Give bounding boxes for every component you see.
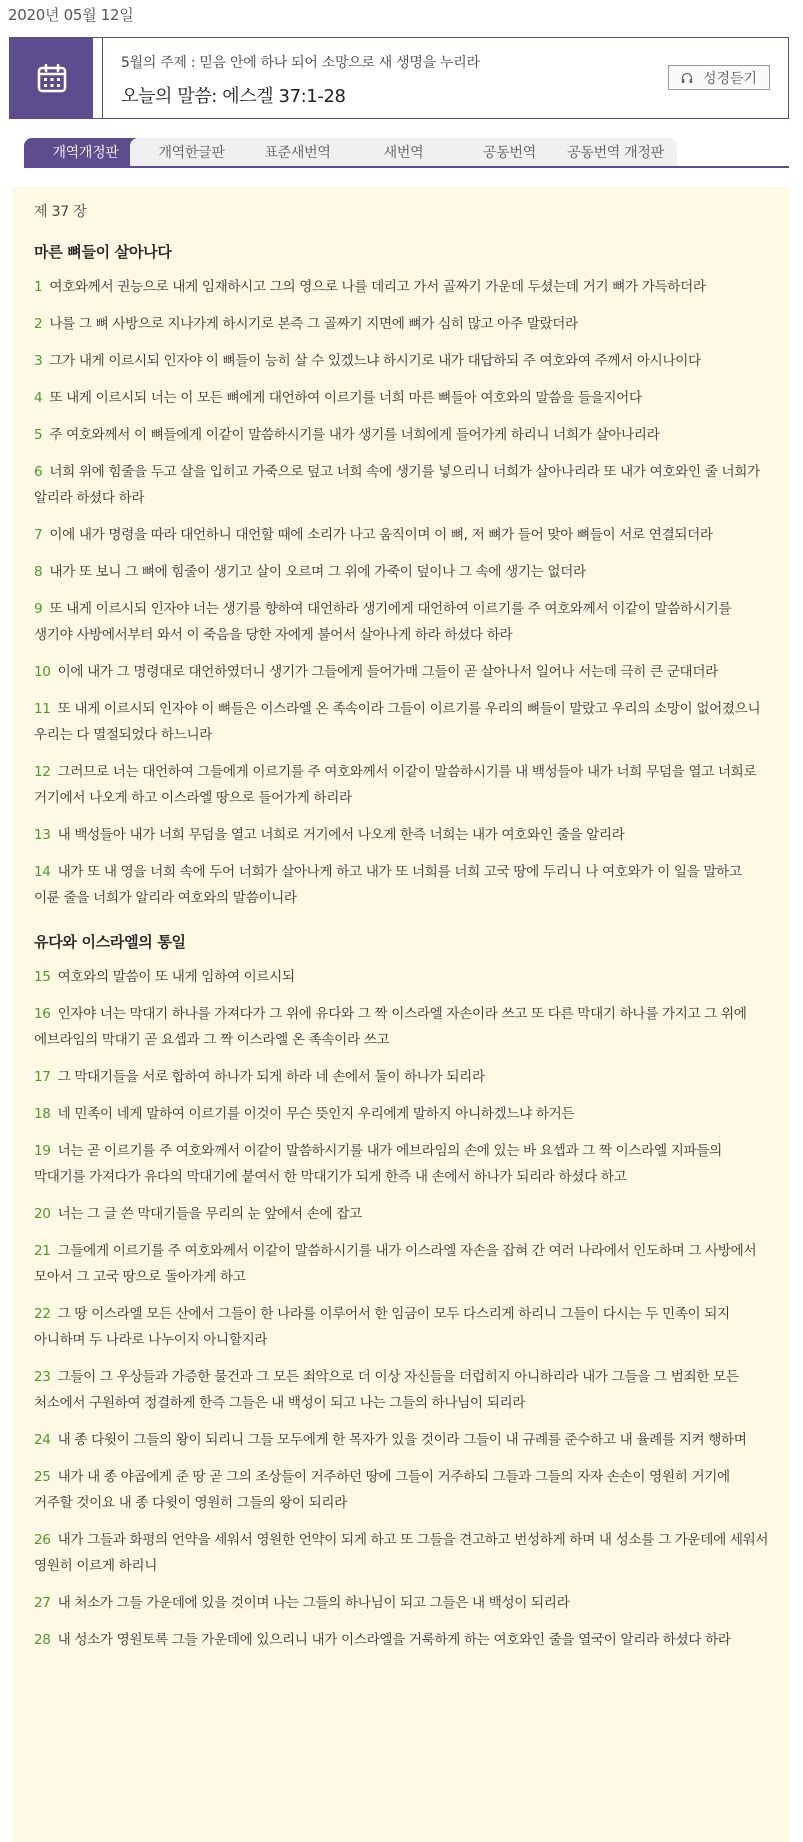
verse-row <box>34 1138 769 1190</box>
scripture-content <box>12 187 789 1842</box>
verse-number: 6 <box>34 464 43 480</box>
verse-number: 16 <box>34 1006 51 1022</box>
verse-row <box>34 522 769 548</box>
verse-row <box>34 822 769 848</box>
verse-row <box>34 1627 769 1653</box>
verse-text: 내 처소가 그들 가운데에 있을 것이며 나는 그들의 하나님이 되고 그들은 내 백성이 되리라 <box>57 1595 570 1611</box>
translation-tabs <box>24 138 789 168</box>
verse-number: 24 <box>34 1432 51 1448</box>
verse-number: 14 <box>34 864 51 880</box>
verse-text: 내 성소가 영원토록 그들 가운데에 있으리니 내가 이스라엘을 거룩하게 하는 여호와인 줄을 열국이 알리라 하셨다 하라 <box>57 1632 731 1648</box>
verse-row <box>34 1201 769 1227</box>
tab-pyojun-saebeonyeok[interactable]: 표준새번역 <box>236 138 359 166</box>
verse-row <box>34 385 769 411</box>
verse-text: 내 백성들아 내가 너희 무덤을 열고 너희로 거기에서 나오게 한즉 너희는 내가 여호와인 줄을 알리라 <box>57 827 625 843</box>
verse-number: 9 <box>34 601 43 617</box>
verse-row <box>34 422 769 448</box>
verse-text: 여호와의 말씀이 또 내게 임하여 이르시되 <box>57 969 295 985</box>
verse-number: 21 <box>34 1243 51 1259</box>
verse-text: 또 내게 이르시되 인자야 이 뼈들은 이스라엘 온 족속이라 그들이 이르기를 우리의 뼈들이 말랐고 우리의 소망이 없어졌으니 우리는 다 멸절되었다 하느니라 <box>34 701 761 743</box>
verse-text: 내가 내 종 야곱에게 준 땅 곧 그의 조상들이 거주하던 땅에 그들이 거주하되 그들과 그들의 자자 손손이 영원히 거기에 거주할 것이요 내 종 다윗이 영원히 그들의 왕이 되리라 <box>34 1469 730 1511</box>
verse-text: 또 내게 이르시되 너는 이 모든 뼈에게 대언하여 이르기를 너희 마른 뼈들아 여호와의 말씀을 들을지어다 <box>49 390 642 406</box>
verse-text: 이에 내가 명령을 따라 대언하니 대언할 때에 소리가 나고 움직이며 이 뼈, 저 뼈가 들어 맞아 뼈들이 서로 연결되더라 <box>49 527 713 543</box>
section-title: 유다와 이스라엘의 통일 <box>34 933 186 951</box>
verse-number: 10 <box>34 664 51 680</box>
verse-row <box>34 659 769 685</box>
verse-row <box>34 311 769 337</box>
tab-gaeyeok-hangeul[interactable]: 개역한글판 <box>130 138 253 166</box>
verse-text: 그들에게 이르기를 주 여호와께서 이같이 말씀하시기를 내가 이스라엘 자손을 잡혀 간 여러 나라에서 인도하며 그 사방에서 모아서 그 고국 땅으로 돌아가게 하고 <box>34 1243 757 1285</box>
verse-number: 12 <box>34 764 51 780</box>
verse-list <box>34 274 769 911</box>
verse-number: 15 <box>34 969 51 985</box>
verse-number: 27 <box>34 1595 51 1611</box>
listen-bible-button[interactable] <box>668 65 770 90</box>
verse-text: 그 땅 이스라엘 모든 산에서 그들이 한 나라를 이루어서 한 임금이 모두 다스리게 하리니 그들이 다시는 두 민족이 되지 아니하며 두 나라로 나누이지 아니할지라 <box>34 1306 730 1348</box>
verse-text: 너희 위에 힘줄을 두고 살을 입히고 가죽으로 덮고 너희 속에 생기를 넣으리니 너희가 살아나리라 또 내가 여호와인 줄 너희가 알리라 하셨다 하라 <box>34 464 760 506</box>
verse-number: 5 <box>34 427 43 443</box>
verse-text: 그가 내게 이르시되 인자야 이 뼈들이 능히 살 수 있겠느냐 하시기로 내가 대답하되 주 여호와여 주께서 아시나이다 <box>49 353 701 369</box>
verse-text: 이에 내가 그 명령대로 대언하였더니 생기가 그들에게 들어가매 그들이 곧 살아나서 일어나 서는데 극히 큰 군대더라 <box>57 664 718 680</box>
verse-text: 그 막대기들을 서로 합하여 하나가 되게 하라 네 손에서 둘이 하나가 되리라 <box>57 1069 485 1085</box>
verse-row <box>34 1064 769 1090</box>
verse-row <box>34 596 769 648</box>
verse-text: 내가 또 내 영을 너희 속에 두어 너희가 살아나게 하고 내가 또 너희를 너희 고국 땅에 두리니 나 여호와가 이 일을 말하고 이룬 줄을 너희가 알리라 여호와의 말씀이니라 <box>34 864 742 906</box>
verse-text: 그들이 그 우상들과 가증한 물건과 그 모든 죄악으로 더 이상 자신들을 더럽히지 아니하리라 내가 그들을 그 범죄한 모든 처소에서 구원하여 정결하게 한즉 그들은 내 백성이 되고 나는 그들의 하나님이 되리라 <box>34 1369 739 1411</box>
verse-text: 또 내게 이르시되 인자야 너는 생기를 향하여 대언하라 생기에게 대언하여 이르기를 주 여호와께서 이같이 말씀하시기를 생기야 사방에서부터 와서 이 죽음을 당한 자에게 불어서 살아나게 하라 하셨다 하라 <box>34 601 732 643</box>
verse-number: 11 <box>34 701 51 717</box>
calendar-icon-box <box>10 38 93 118</box>
verse-number: 2 <box>34 316 43 332</box>
verse-row <box>34 759 769 811</box>
verse-text: 너는 곧 이르기를 주 여호와께서 이같이 말씀하시기를 내가 에브라임의 손에 있는 바 요셉과 그 짝 이스라엘 지파들의 막대기를 가져다가 유다의 막대기에 붙여서 한 막대기가 되게 한즉 내 손에서 하나가 되리라 하셨다 하고 <box>34 1143 722 1185</box>
verse-row <box>34 696 769 748</box>
verse-row <box>34 559 769 585</box>
verse-row <box>34 1238 769 1290</box>
verse-row <box>34 1527 769 1579</box>
verse-row <box>34 1101 769 1127</box>
section-title: 마른 뼈들이 살아나다 <box>34 243 172 261</box>
verse-row <box>34 459 769 511</box>
verse-row <box>34 1001 769 1053</box>
page-date: 2020년 05월 12일 <box>8 6 134 24</box>
verse-text: 너는 그 글 쓴 막대기들을 무리의 눈 앞에서 손에 잡고 <box>57 1206 362 1222</box>
listen-bible-label: 성경듣기 <box>702 70 758 87</box>
verse-row <box>34 1427 769 1453</box>
verse-row <box>34 1301 769 1353</box>
monthly-theme: 5월의 주제 : 믿음 안에 하나 되어 소망으로 새 생명을 누리라 <box>121 55 480 71</box>
today-scripture-title: 오늘의 말씀: 에스겔 37:1-28 <box>121 86 346 107</box>
verse-row <box>34 1464 769 1516</box>
verse-text: 인자야 너는 막대기 하나를 가져다가 그 위에 유다와 그 짝 이스라엘 자손이라 쓰고 또 다른 막대기 하나를 가지고 그 위에 에브라임의 막대기 곧 요셉과 그 짝 이스라엘 온 족속이라 쓰고 <box>34 1006 747 1048</box>
verse-list <box>34 964 769 1653</box>
verse-number: 28 <box>34 1632 51 1648</box>
verse-row <box>34 1590 769 1616</box>
verse-number: 23 <box>34 1369 51 1385</box>
verse-row <box>34 348 769 374</box>
tab-gongdong-gaejeong[interactable]: 공동번역 개정판 <box>554 138 677 166</box>
verse-text: 나를 그 뼈 사방으로 지나가게 하시기로 본즉 그 골짜기 지면에 뼈가 심히 많고 아주 말랐더라 <box>49 316 578 332</box>
verse-number: 22 <box>34 1306 51 1322</box>
tab-gongdong[interactable]: 공동번역 <box>448 138 571 166</box>
verse-text: 내가 그들과 화평의 언약을 세워서 영원한 언약이 되게 하고 또 그들을 견고하고 번성하게 하며 내 성소를 그 가운데에 세워서 영원히 이르게 하리니 <box>34 1532 769 1574</box>
verse-number: 17 <box>34 1069 51 1085</box>
verse-row <box>34 1364 769 1416</box>
verse-number: 26 <box>34 1532 51 1548</box>
verse-text: 여호와께서 권능으로 내게 임재하시고 그의 영으로 나를 데리고 가서 골짜기 가운데 두셨는데 거기 뼈가 가득하더라 <box>49 279 706 295</box>
calendar-icon <box>37 63 67 93</box>
verse-text: 주 여호와께서 이 뼈들에게 이같이 말씀하시기를 내가 생기를 너희에게 들어가게 하리니 너희가 살아나리라 <box>49 427 660 443</box>
verse-text: 내가 또 보니 그 뼈에 힘줄이 생기고 살이 오르며 그 위에 가죽이 덮이나 그 속에 생기는 없더라 <box>49 564 586 580</box>
verse-number: 25 <box>34 1469 51 1485</box>
verse-number: 20 <box>34 1206 51 1222</box>
verse-text: 네 민족이 네게 말하여 이르기를 이것이 무슨 뜻인지 우리에게 말하지 아니하겠느냐 하거든 <box>57 1106 575 1122</box>
verse-number: 1 <box>34 279 43 295</box>
daily-reading-header <box>9 37 789 119</box>
verse-number: 4 <box>34 390 43 406</box>
tab-saebeonyeok[interactable]: 새번역 <box>342 138 465 166</box>
verse-row <box>34 859 769 911</box>
verse-text: 그러므로 너는 대언하여 그들에게 이르기를 주 여호와께서 이같이 말씀하시기를 내 백성들아 내가 너희 무덤을 열고 너희로 거기에서 나오게 하고 이스라엘 땅으로 들어가게 하리라 <box>34 764 757 806</box>
verse-text: 내 종 다윗이 그들의 왕이 되리니 그들 모두에게 한 목자가 있을 것이라 그들이 내 규례를 준수하고 내 율례를 지켜 행하며 <box>57 1432 747 1448</box>
verse-number: 3 <box>34 353 43 369</box>
reading-info <box>102 38 788 118</box>
verse-number: 19 <box>34 1143 51 1159</box>
verse-number: 13 <box>34 827 51 843</box>
chapter-label: 제 37 장 <box>34 204 87 220</box>
verse-number: 8 <box>34 564 43 580</box>
verse-row <box>34 274 769 300</box>
tab-gaeyeok-gaejeong[interactable]: 개역개정판 <box>24 138 147 166</box>
verse-number: 7 <box>34 527 43 543</box>
headphones-icon <box>681 72 693 84</box>
verse-number: 18 <box>34 1106 51 1122</box>
verse-row <box>34 964 769 990</box>
